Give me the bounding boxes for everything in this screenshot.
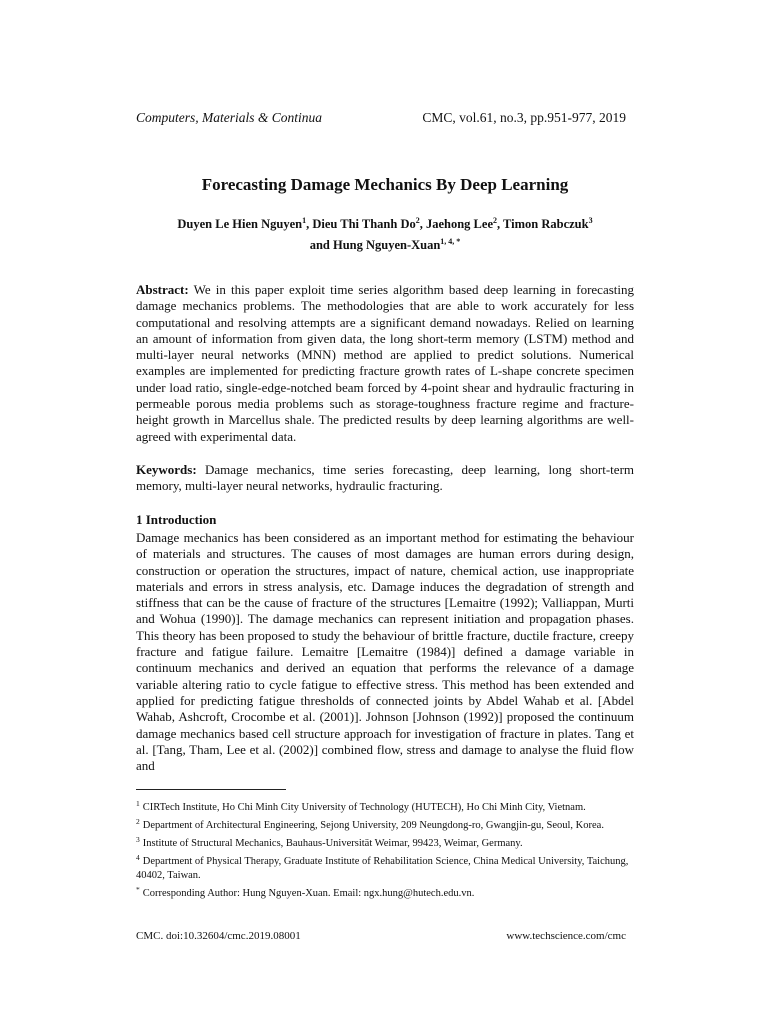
affiliation-mark: 1, 4, * xyxy=(440,237,461,246)
footnote-mark: * xyxy=(136,885,140,894)
affiliation-mark: 2 xyxy=(493,216,497,225)
abstract-text: We in this paper exploit time series algorithm based deep learning in forecasting damage mechanics problems. The methodologies that are able to work accurately for less computational and resolving attempts are a significant demand nowadays. Relied on learning an amount of information from given data, the long short-term memory (LSTM) method and multi-layer neural networks (MNN) method are applied to predict solutions. Numerical examples are implemented for predicting fracture growth rates of L-shape concrete specimen under load ratio, single-edge-notched beam forced by 4-point shear and hydraulic fracturing in permeable porous media problems such as storage-toughness fracture regime and fracture-height growth in Marcellus shale. The predicted results by deep learning algorithms are well-agreed with experimental data. xyxy=(136,282,634,444)
footnote-mark: 1 xyxy=(136,799,140,808)
footnote xyxy=(136,797,646,815)
author-name: Dieu Thi Thanh Do xyxy=(312,217,416,231)
author-list xyxy=(120,212,650,254)
author-name: Hung Nguyen-Xuan xyxy=(332,238,441,252)
affiliation-mark: 1 xyxy=(302,216,307,225)
keywords-label: Keywords: xyxy=(136,462,197,477)
footnote xyxy=(136,815,646,833)
section-heading: 1 Introduction xyxy=(136,512,217,527)
author-name: Jaehong Lee xyxy=(425,217,493,231)
footnote-mark: 3 xyxy=(136,835,140,844)
paper-title: Forecasting Damage Mechanics By Deep Learning xyxy=(201,175,569,194)
doi: CMC. doi:10.32604/cmc.2019.08001 xyxy=(136,930,301,942)
author-separator: , xyxy=(419,217,426,231)
author-name: Timon Rabczuk xyxy=(503,217,589,231)
journal-name: Computers, Materials & Continua xyxy=(136,110,323,125)
footnote-text: CIRTech Institute, Ho Chi Minh City University of Technology (HUTECH), Ho Chi Minh City, Vietnam. xyxy=(142,802,586,813)
footnote-mark: 4 xyxy=(136,853,140,862)
footnote-text: Department of Physical Therapy, Graduate Institute of Rehabilitation Science, China Medical University, Taichung, 40402, Taiwan. xyxy=(136,856,629,881)
affiliation-mark: 3 xyxy=(588,216,593,225)
introduction-paragraph: Damage mechanics has been considered as an important method for estimating the behaviour of materials and structures. The causes of most damages are human errors during design, construction or operation the structures, impact of nature, chemical action, use inappropriate materials and errors in stress analysis, etc. Damage induces the degradation of strength and stiffness that can be the cause of fracture of the structures [Lemaitre (1992); Valliappan, Murti and Wohua (1990)]. The damage mechanics can represent initiation and propagation phases. This theory has been proposed to study the behaviour of brittle fracture, ductile fracture, creepy fracture and fatigue failure. Lemaitre [Lemaitre (1984)] defined a damage variable in continuum mechanics and derived an equation that performs the relevance of a damage variable altering ratio to cycle fatigue to effective stress. This method has been extended and applied for predicting fatigue thresholds of connected joints by Abdel Wahab et al. [Abdel Wahab, Ashcroft, Crocombe et al. (2001)]. Johnson [Johnson (1992)] proposed the continuum damage mechanics based cell structure approach for investigation of fracture in plates. Tang et al. [Tang, Tham, Lee et al. (2002)] combined flow, stress and damage to analyse the fluid flow and xyxy=(136,530,634,774)
journal-url[interactable]: www.techscience.com/cmc xyxy=(506,930,626,942)
author-separator: , xyxy=(497,217,504,231)
footnote-mark: 2 xyxy=(136,817,140,826)
abstract-label: Abstract: xyxy=(136,282,189,297)
author-separator: , xyxy=(306,217,313,231)
keywords xyxy=(136,462,634,495)
author-name: Duyen Le Hien Nguyen xyxy=(177,217,303,231)
abstract xyxy=(136,282,634,445)
footnote xyxy=(136,851,646,883)
keywords-text: Damage mechanics, time series forecasting, deep learning, long short-term memory, multi-layer neural networks, hydraulic fracturing. xyxy=(136,462,635,494)
footnote-divider xyxy=(136,789,286,790)
footnote xyxy=(136,833,646,851)
affiliation-mark: 2 xyxy=(415,216,420,225)
footnote-text: Corresponding Author: Hung Nguyen-Xuan. Email: ngx.hung@hutech.edu.vn. xyxy=(142,888,475,899)
author-conjunction: and xyxy=(309,238,333,252)
footnote-text: Department of Architectural Engineering, Sejong University, 209 Neungdong-ro, Gwangjin-gu, Seoul, Korea. xyxy=(142,820,604,831)
journal-citation: CMC, vol.61, no.3, pp.951-977, 2019 xyxy=(422,110,626,125)
footnote-text: Institute of Structural Mechanics, Bauhaus-Universität Weimar, 99423, Weimar, Germany. xyxy=(142,838,523,849)
footnote xyxy=(136,883,646,901)
